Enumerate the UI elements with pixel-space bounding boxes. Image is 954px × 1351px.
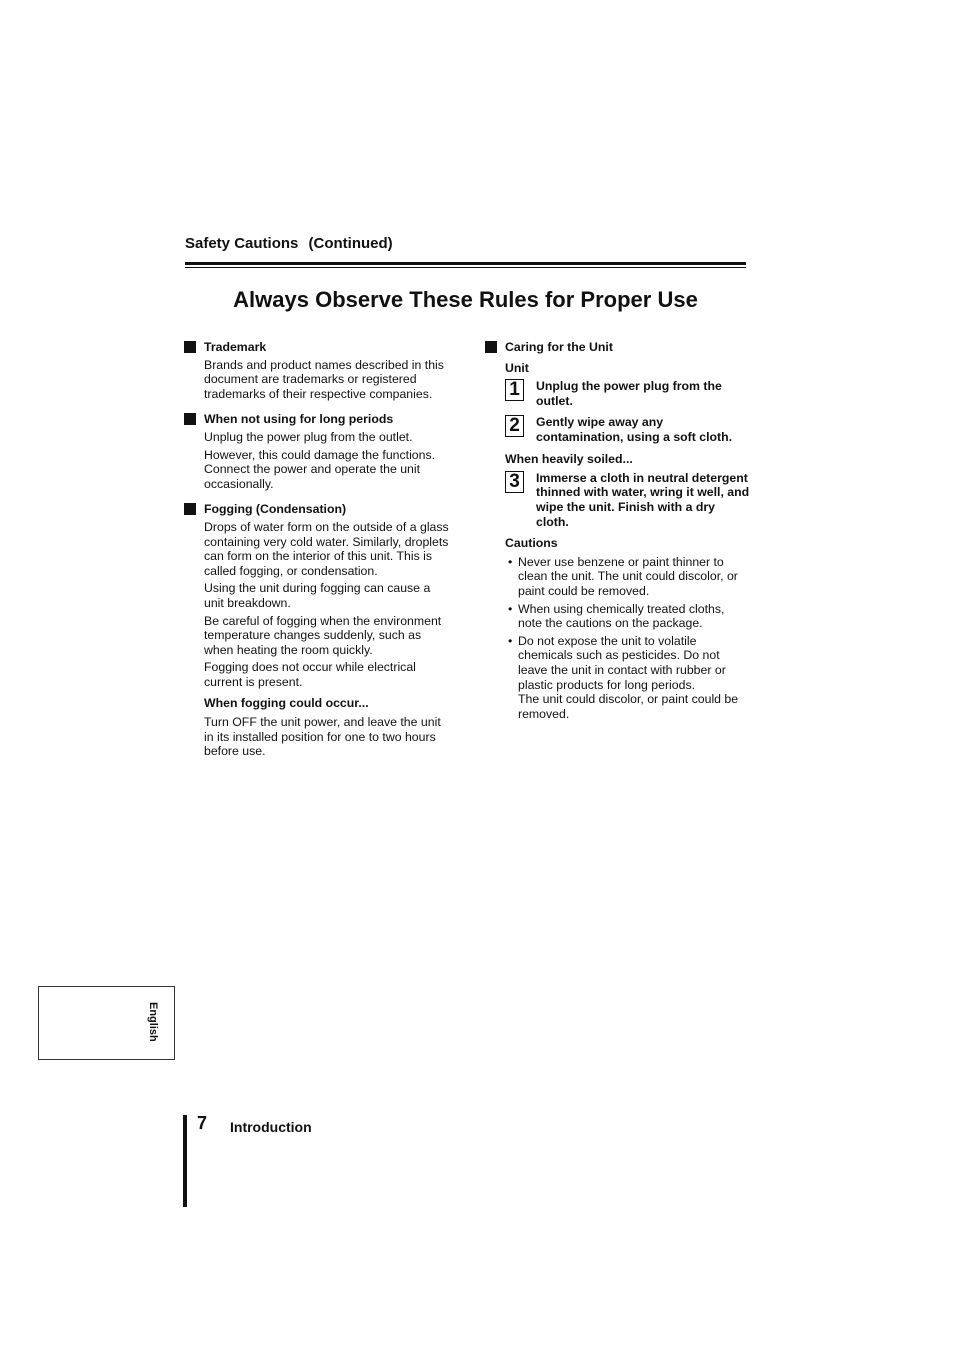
running-header — [185, 235, 393, 252]
list-item: • Never use benzene or paint thinner to clean the unit. The unit could discolor, or paint could be removed. — [508, 554, 738, 598]
trademark-text: Brands and product names described in this document are trademarks or registered trademarks of their respective companies. — [204, 357, 444, 401]
step-1 — [485, 379, 750, 409]
step-number-box: 3 — [505, 471, 524, 493]
step-2 — [485, 415, 750, 445]
step-number-box: 2 — [505, 415, 524, 437]
fogging-p1: Drops of water form on the outside of a glass containing very cold water. Similarly, droplets can form on the interior of this unit. This is called fogging, or condensation. — [204, 519, 449, 578]
step-text: Gently wipe away any contamination, using a soft cloth. — [536, 415, 733, 444]
fogging-p2: Using the unit during fogging can cause a unit breakdown. — [204, 581, 431, 610]
step-3 — [485, 471, 750, 529]
cautions-label: Cautions — [505, 536, 558, 551]
fogging-subheading: When fogging could occur... — [204, 696, 369, 711]
step-text: Immerse a cloth in neutral detergent thinned with water, wring it well, and wipe the unit. Finish with a dry cloth. — [536, 470, 750, 529]
bullet-dot-icon: • — [508, 601, 513, 616]
not-using-p1: Unplug the power plug from the outlet. — [204, 429, 413, 444]
square-bullet-icon — [184, 503, 196, 515]
header-title: Safety Cautions — [185, 235, 299, 252]
bullet-dot-icon: • — [508, 554, 513, 569]
fogging-p5: Turn OFF the unit power, and leave the unit in its installed position for one to two hours before use. — [204, 715, 441, 759]
not-using-p2: However, this could damage the functions. Connect the power and operate the unit occasionally. — [204, 447, 436, 491]
page-number: 7 — [197, 1113, 208, 1133]
page-title: Always Observe These Rules for Proper Use — [233, 287, 698, 312]
footer-section-label: Introduction — [230, 1119, 312, 1135]
section-fogging-heading: Fogging (Condensation) — [184, 502, 449, 517]
square-bullet-icon — [184, 341, 196, 353]
bullet-dot-icon: • — [508, 633, 513, 648]
cautions-list — [485, 555, 750, 722]
fogging-p3: Be careful of fogging when the environment temperature changes suddenly, such as when heating the room quickly. — [204, 613, 442, 657]
unit-label: Unit — [505, 360, 529, 375]
square-bullet-icon — [184, 413, 196, 425]
left-column — [184, 340, 449, 762]
soiled-label: When heavily soiled... — [505, 452, 633, 467]
header-rule-thick — [185, 262, 746, 265]
language-tab-label: English — [147, 1002, 159, 1042]
section-caring-heading: Caring for the Unit — [485, 340, 750, 355]
section-not-using-heading: When not using for long periods — [184, 412, 449, 427]
header-rule-thin — [185, 267, 746, 268]
footer-bar — [183, 1115, 187, 1207]
right-column — [485, 340, 750, 724]
list-item: • When using chemically treated cloths, note the cautions on the package. — [508, 601, 725, 631]
fogging-p4: Fogging does not occur while electrical current is present. — [204, 660, 416, 689]
section-trademark-heading: Trademark — [184, 340, 449, 355]
header-continued: (Continued) — [308, 235, 393, 252]
square-bullet-icon — [485, 341, 497, 353]
step-number-box: 1 — [505, 379, 524, 401]
caution-extra: The unit could discolor, or paint could be removed. — [518, 692, 739, 721]
step-text: Unplug the power plug from the outlet. — [536, 379, 722, 408]
list-item: • Do not expose the unit to volatile chemicals such as pesticides. Do not leave the unit in contact with rubber or plastic products for long periods. The unit could discolor, or paint could be removed. — [508, 633, 739, 721]
